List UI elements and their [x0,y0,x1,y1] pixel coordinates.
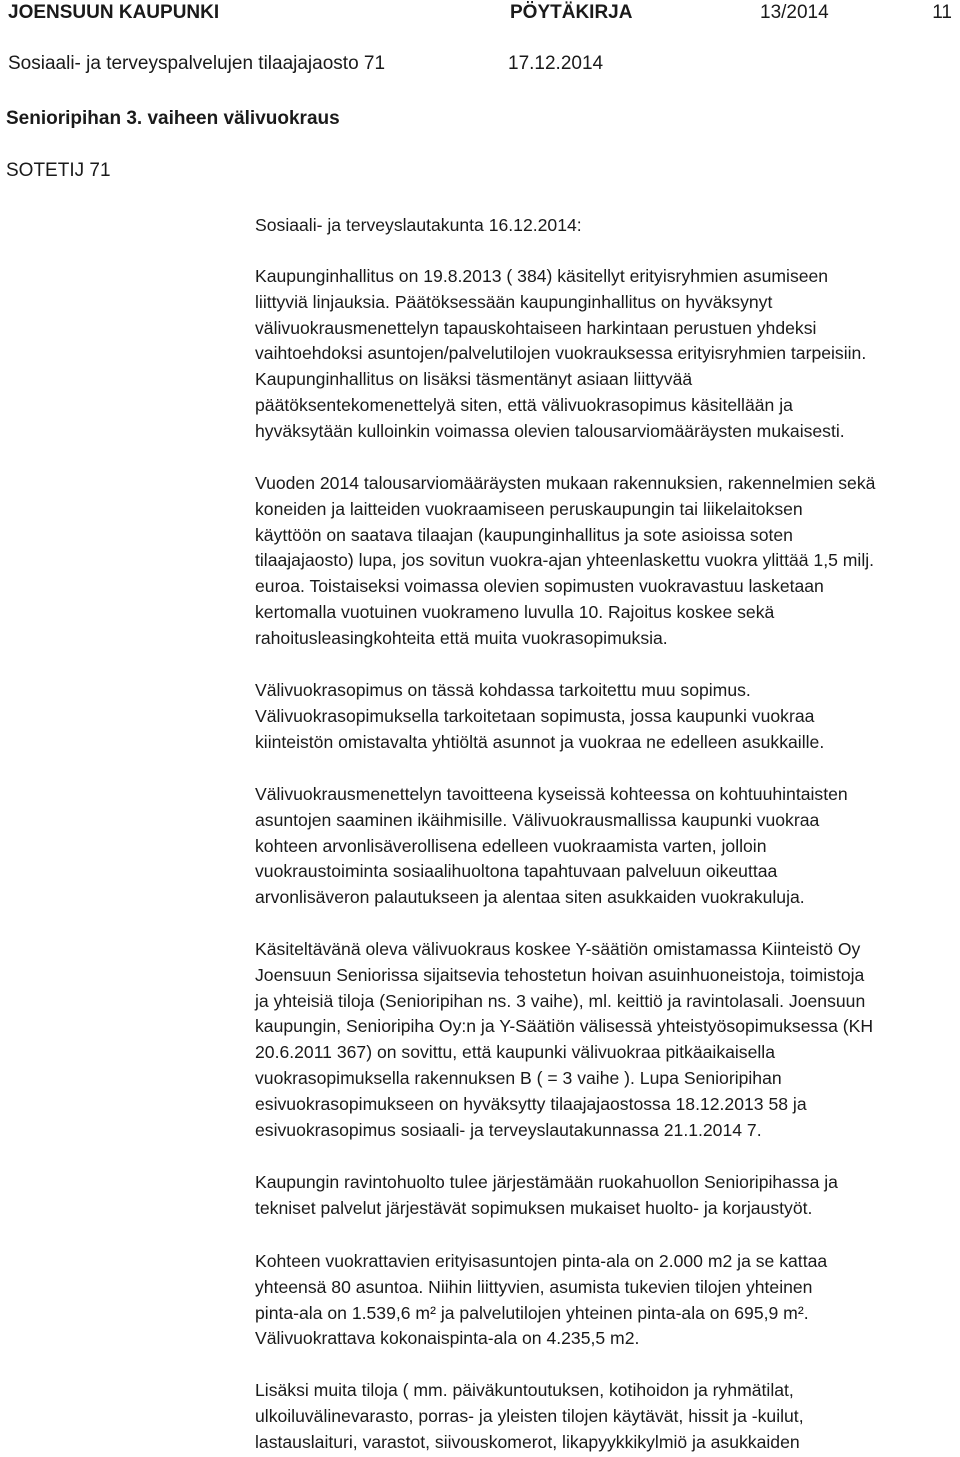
item-reference: SOTETIJ 71 [6,160,111,181]
text-line: yhteensä 80 asuntoa. Niihin liittyvien, asumista tukevien tilojen yhteinen [255,1276,813,1297]
text-line: Kohteen vuokrattavien erityisasuntojen pinta-ala on 2.000 m2 ja se kattaa [255,1251,828,1271]
text-line: esivuokrasopimukseen on hyväksytty tilaajajaostossa 18.12.2013 58 ja [255,1093,807,1114]
text-line: hyväksytään kulloinkin voimassa olevien talousarviomääräysten mukaisesti. [255,420,845,441]
paragraph [255,1170,838,1222]
text-line: arvonlisäveron palautukseen ja alentaa siten asukkaiden vuokrakuluja. [255,887,805,908]
text-line: vuokraustoiminta sosiaalihuoltona tapahtuvaan palveluun oikeuttaa [255,861,778,882]
text-line: pinta-ala on 1.539,6 m² ja palvelutilojen yhteinen pinta-ala on 695,9 m². [255,1302,809,1323]
meeting-date: 17.12.2014 [508,53,604,74]
text-line: tilaajajaosto) lupa, jos sovitun vuokra-ajan yhteenlaskettu vuokra ylittää 1,5 milj. [255,550,875,571]
text-line: Välivuokrausmenettelyn tavoitteena kyseissä kohteessa on kohtuuhintaisten [255,784,848,804]
text-line: vaihtoehdoksi asuntojen/palvelutilojen vuokrauksessa erityisryhmien tarpeisiin. [255,343,867,364]
paragraph [255,264,866,445]
paragraph [255,1378,804,1455]
text-line: Kaupunginhallitus on 19.8.2013 ( 384) käsitellyt erityisryhmien asumiseen [255,266,829,286]
item-title: Senioripihan 3. vaiheen välivuokraus [6,108,340,129]
text-line: vuokrasopimuksella rakennuksen B ( = 3 vaihe ). Lupa Senioripihan [255,1067,782,1088]
paragraph [255,678,824,755]
board-name: Sosiaali- ja terveyspalvelujen tilaajajaosto 71 [8,53,386,74]
text-line: ja yhteisiä tiloja (Senioripihan ns. 3 vaihe), ml. keittiö ja ravintolasali. Joensuun [255,990,866,1011]
text-line: Välivuokrasopimus on tässä kohdassa tarkoitettu muu sopimus. [255,680,751,700]
text-line: euroa. Toistaiseksi voimassa olevien sopimusten vuokravastuu lasketaan [255,576,824,597]
text-line: rahoitusleasingkohteita että muita vuokrasopimuksia. [255,627,668,648]
paragraph [255,1249,827,1352]
text-line: Välivuokrattava kokonaispinta-ala on 4.235,5 m2. [255,1328,640,1349]
text-line: 20.6.2011 367) on sovittu, että kaupunki välivuokraa pitkäaikaisella [255,1042,775,1063]
text-line: esivuokrasopimus sosiaali- ja terveyslautakunnassa 21.1.2014 7. [255,1119,762,1140]
text-line: kaupungin, Senioripiha Oy:n ja Y-Säätiön välisessä yhteistyösopimuksessa (KH [255,1016,874,1037]
text-line: Kaupungin ravintohuolto tulee järjestämään ruokahuollon Senioripihassa ja [255,1172,838,1192]
text-line: Välivuokrasopimuksella tarkoitetaan sopimusta, jossa kaupunki vuokraa [255,705,815,726]
text-line: Vuoden 2014 talousarviomääräysten mukaan rakennuksien, rakennelmien sekä [255,473,876,493]
intro-line [255,213,582,239]
text-line: lastauslaituri, varastot, siivouskomerot, likapyykkikylmiö ja asukkaiden [255,1431,800,1452]
document-number: 13/2014 [760,2,829,23]
paragraph [255,471,875,652]
paragraph [255,937,873,1143]
text-line: asuntojen saaminen ikäihmisille. Välivuokrausmallissa kaupunki vuokraa [255,809,820,830]
document-header [8,2,952,32]
text-line: välivuokrausmenettelyn tapauskohtaiseen harkintaan perustuen yhdeksi [255,317,817,338]
intro-text: Sosiaali- ja terveyslautakunta 16.12.2014: [255,215,582,235]
document-type: PÖYTÄKIRJA [510,2,633,23]
text-line: liittyviä linjauksia. Päätöksessään kaupunginhallitus on hyväksynyt [255,291,773,312]
document-subheader [8,53,952,83]
text-line: tekniset palvelut järjestävät sopimuksen mukaiset huolto- ja korjaustyöt. [255,1197,813,1218]
text-line: ulkoiluvälinevarasto, porras- ja yleisten tilojen käytävät, hissit ja -kuilut, [255,1405,804,1426]
text-line: päätöksentekomenettelyä siten, että välivuokrasopimus käsitellään ja [255,394,793,415]
text-line: Kaupunginhallitus on lisäksi täsmentänyt asiaan liittyvää [255,369,693,390]
text-line: Käsiteltävänä oleva välivuokraus koskee Y-säätiön omistamassa Kiinteistö Oy [255,939,861,959]
text-line: kohteen arvonlisäverollisena edelleen vuokraamista varten, jolloin [255,835,767,856]
city-name: JOENSUUN KAUPUNKI [8,2,220,23]
text-line: Lisäksi muita tiloja ( mm. päiväkuntoutuksen, kotihoidon ja ryhmätilat, [255,1380,794,1400]
text-line: käyttöön on saatava tilaajan (kaupunginhallitus ja sote asioissa soten [255,524,793,545]
text-line: Joensuun Seniorissa sijaitsevia tehostetun hoivan asuinhuoneistoja, toimistoja [255,964,865,985]
page-number: 11 [932,2,952,23]
text-line: koneiden ja laitteiden vuokraamiseen peruskaupungin tai liikelaitoksen [255,498,803,519]
text-line: kiinteistön omistavalta yhtiöltä asunnot ja vuokraa ne edelleen asukkaille. [255,731,825,752]
paragraph [255,782,848,911]
text-line: kertomalla vuotuinen vuokrameno luvulla 10. Rajoitus koskee sekä [255,601,775,622]
